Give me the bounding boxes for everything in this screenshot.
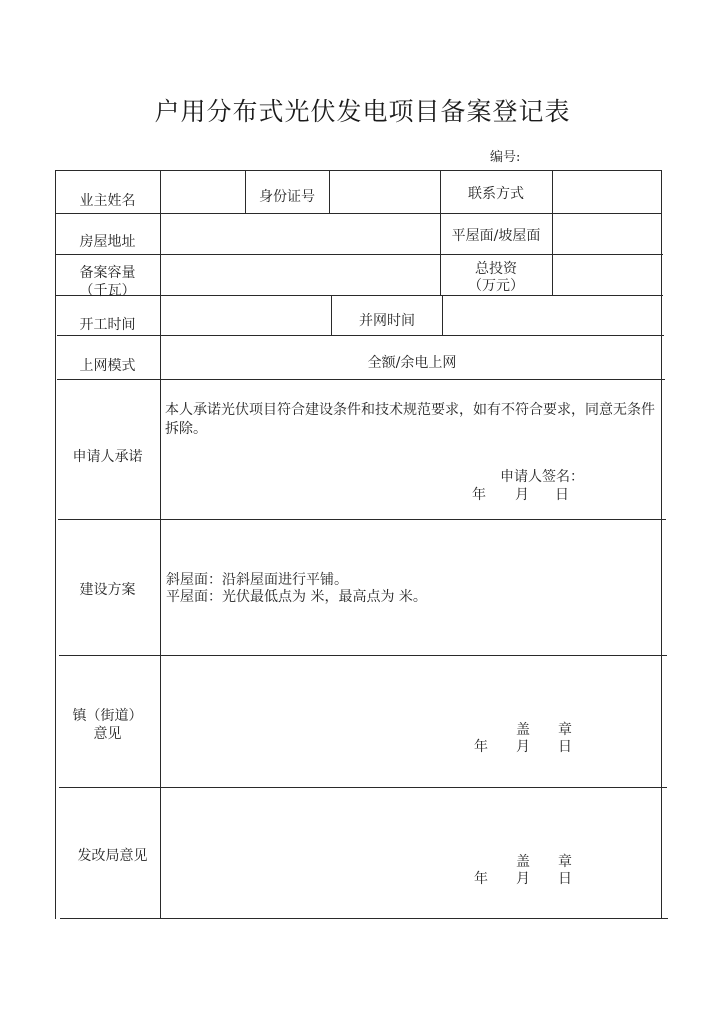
town-day: 日 [558, 739, 572, 755]
ndrc-seal-gai: 盖 [516, 854, 530, 870]
label-plan: 建设方案 [79, 582, 136, 598]
row-divider [59, 787, 667, 788]
grid-mode-value[interactable]: 全额/余电上网 [367, 355, 457, 371]
table-border-right [661, 170, 662, 919]
ndrc-year: 年 [474, 871, 488, 887]
label-roof-type: 平屋面/坡屋面 [451, 228, 541, 244]
row-divider [57, 335, 664, 336]
label-commitment: 申请人承诺 [72, 449, 143, 465]
label-start-time: 开工时间 [79, 317, 136, 333]
commitment-month: 月 [515, 487, 529, 503]
ndrc-opinion-field[interactable] [164, 790, 660, 917]
town-seal-zhang: 章 [558, 722, 572, 738]
label-investment: 总投资 [475, 261, 517, 277]
ndrc-seal-zhang: 章 [558, 854, 572, 870]
label-ndrc-opinion: 发改局意见 [77, 848, 148, 864]
ndrc-day: 日 [558, 871, 572, 887]
commitment-day: 日 [555, 487, 569, 503]
investment-field[interactable] [554, 256, 660, 294]
label-investment-unit: （万元） [468, 278, 524, 294]
label-town-opinion: 镇（街道） [72, 708, 143, 724]
plan-line-1: 斜屋面：沿斜屋面进行平铺。 [166, 572, 348, 588]
row-divider [59, 655, 667, 656]
commitment-year: 年 [472, 487, 486, 503]
roof-type-field[interactable] [554, 215, 660, 253]
town-year: 年 [474, 739, 488, 755]
label-contact: 联系方式 [468, 186, 524, 202]
plan-line-2: 平屋面：光伏最低点为 米，最高点为 米。 [166, 589, 427, 605]
label-id-number: 身份证号 [259, 189, 315, 205]
table-border-bottom [60, 918, 668, 919]
plan-highest-point-field[interactable] [419, 586, 469, 608]
contact-field[interactable] [554, 172, 660, 212]
owner-name-field[interactable] [162, 172, 244, 212]
label-owner-name: 业主姓名 [79, 193, 136, 209]
plan-lowest-point-field[interactable] [289, 586, 339, 608]
commitment-text: 本人承诺光伏项目符合建设条件和技术规范要求，如有不符合要求，同意无条件拆除。 [165, 402, 655, 437]
id-number-field[interactable] [331, 172, 439, 212]
label-grid-mode: 上网模式 [79, 358, 136, 374]
page-title: 户用分布式光伏发电项目备案登记表 [154, 97, 571, 126]
label-address: 房屋地址 [79, 234, 136, 250]
label-grid-time: 并网时间 [359, 313, 415, 329]
signature-label: 申请人签名： [500, 469, 584, 485]
capacity-field[interactable] [162, 256, 439, 294]
row-divider [57, 379, 665, 380]
label-town-opinion-2: 意见 [93, 726, 122, 742]
registration-form-table [55, 170, 667, 920]
town-seal-gai: 盖 [516, 722, 530, 738]
address-field[interactable] [162, 215, 439, 253]
start-time-field[interactable] [162, 297, 330, 334]
signature-field[interactable] [585, 464, 657, 486]
label-capacity: 备案容量 [79, 265, 136, 281]
grid-time-field[interactable] [444, 297, 660, 334]
ndrc-month: 月 [516, 871, 530, 887]
town-opinion-field[interactable] [163, 658, 660, 786]
label-capacity-unit: （千瓦） [79, 283, 136, 299]
row-divider [58, 519, 666, 520]
town-month: 月 [516, 739, 530, 755]
serial-number-label: 编号: [490, 150, 521, 165]
